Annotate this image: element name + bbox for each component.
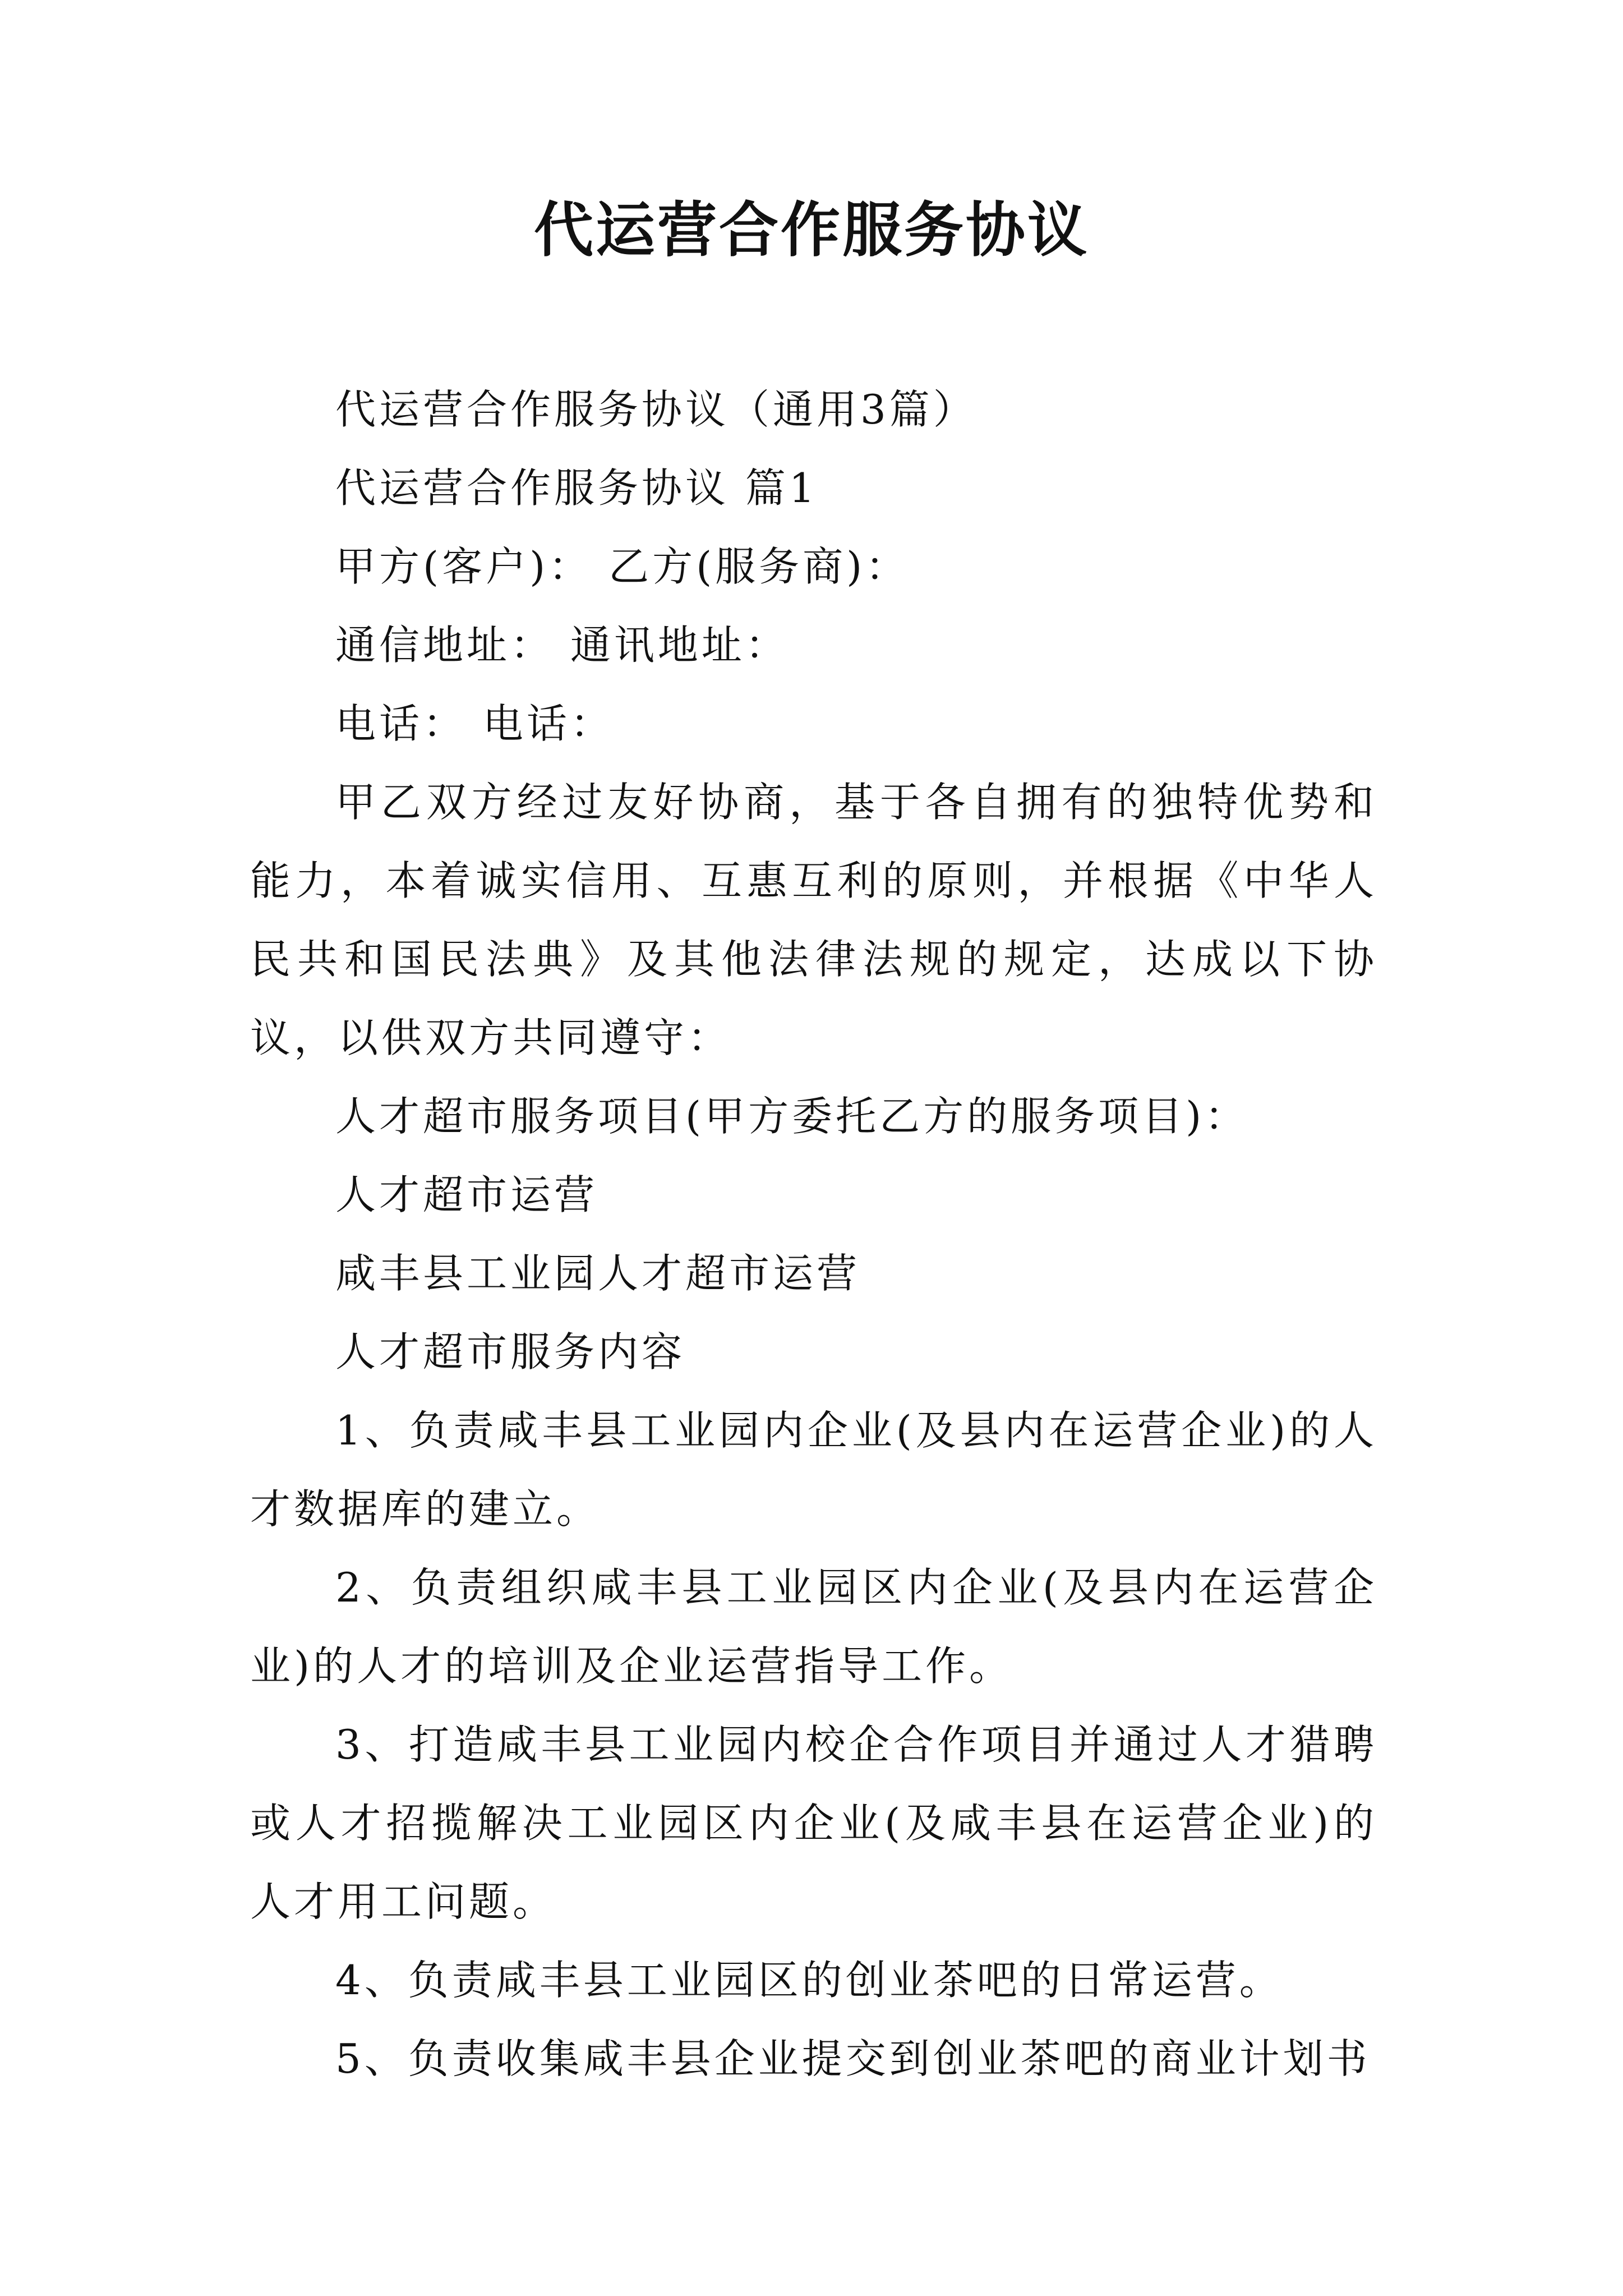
document-body bbox=[250, 370, 1377, 2098]
section-heading: 代运营合作服务协议 篇1 bbox=[335, 464, 818, 512]
service-project-item: 咸丰县工业园人才超市运营 bbox=[335, 1250, 861, 1297]
service-content-item: 4、负责咸丰县工业园区的创业茶吧的日常运营。 bbox=[335, 1957, 1283, 2004]
address-line: 通信地址： 通讯地址： bbox=[335, 622, 789, 669]
party-line: 甲方(客户)： 乙方(服务商)： bbox=[335, 543, 910, 590]
service-content-item: 3、打造咸丰县工业园内校企合作项目并通过人才猎聘或人才招揽解决工业园区内企业(及咸丰县在运营企业)的人才用工问题。 bbox=[250, 1721, 1377, 1925]
service-project-heading: 人才超市服务项目(甲方委托乙方的服务项目)： bbox=[335, 1093, 1249, 1140]
service-project-item: 人才超市运营 bbox=[335, 1171, 598, 1218]
service-content-item: 5、负责收集咸丰县企业提交到创业茶吧的商业计划书 bbox=[335, 2035, 1371, 2082]
service-content-item: 2、负责组织咸丰县工业园区内企业(及县内在运营企业)的人才的培训及企业运营指导工作。 bbox=[250, 1564, 1377, 1690]
subtitle-paragraph: 代运营合作服务协议（通用3篇） bbox=[335, 386, 977, 433]
service-content-item: 1、负责咸丰县工业园内企业(及县内在运营企业)的人才数据库的建立。 bbox=[250, 1407, 1377, 1533]
phone-line: 电话： 电话： bbox=[335, 700, 614, 747]
document-title: 代运营合作服务协议 bbox=[534, 195, 1089, 265]
service-content-heading: 人才超市服务内容 bbox=[335, 1328, 686, 1375]
preamble-paragraph: 甲乙双方经过友好协商，基于各自拥有的独特优势和能力，本着诚实信用、互惠互利的原则，并根据《中华人民共和国民法典》及其他法律法规的规定，达成以下协议，以供双方共同遵守： bbox=[250, 779, 1377, 1061]
